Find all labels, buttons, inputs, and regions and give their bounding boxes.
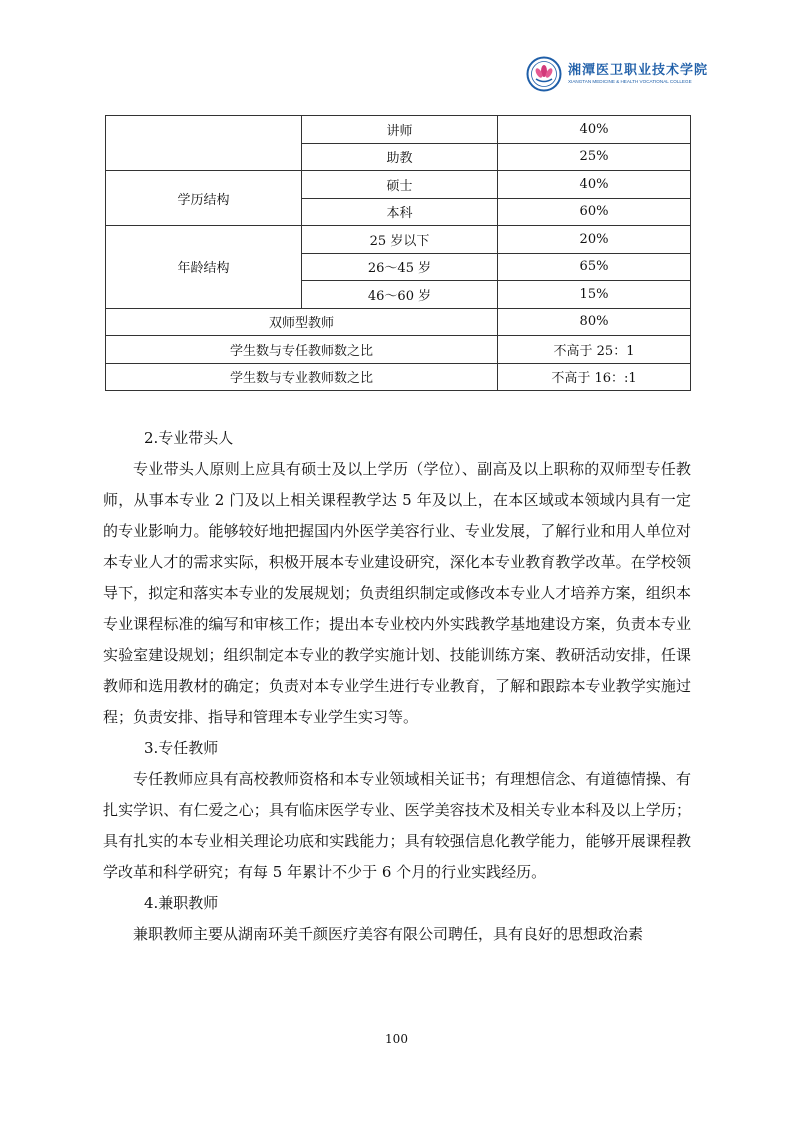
table-cell: 学生数与专任教师数之比	[106, 336, 498, 364]
college-emblem-icon	[526, 56, 562, 92]
table-cell: 不高于 16：:1	[498, 363, 691, 391]
section-paragraph: 专任教师应具有高校教师资格和本专业领域相关证书；有理想信念、有道德情操、有扎实学识、有仁爱之心；具有临床医学专业、医学美容技术及相关专业本科及以上学历；具有扎实的本专业相关理论功底和实践能力；具有较强信息化教学能力，能够开展课程教学改革和科学研究；有每 5 年累计不少于 6 个月的行业实践经历。	[103, 770, 691, 881]
table-row	[106, 363, 691, 391]
table-row	[106, 171, 691, 199]
table-cell: 26～45 岁	[302, 253, 498, 281]
table-cell: 40%	[498, 116, 691, 144]
table-cell-age-label: 年龄结构	[106, 226, 302, 309]
table-cell: 双师型教师	[106, 308, 498, 336]
logo-english-name: XIANGTAN MEDICINE & HEALTH VOCATIONAL COLLEGE	[568, 78, 692, 84]
table-cell: 25 岁以下	[302, 226, 498, 254]
table-cell: 讲师	[302, 116, 498, 144]
logo-chinese-name: 湘潭医卫职业技术学院	[568, 62, 709, 78]
table-cell: 40%	[498, 171, 691, 199]
table-cell	[106, 116, 302, 171]
section-paragraph: 专业带头人原则上应具有硕士及以上学历（学位）、副高及以上职称的双师型专任教师，从事本专业 2 门及以上相关课程教学达 5 年及以上，在本区域或本领域内具有一定的专业影响力。能够较好地把握国内外医学美容行业、专业发展，了解行业和用人单位对本专业人才的需求实际，积极开展本专业建设研究，深化本专业教育教学改革。在学校领导下，拟定和落实本专业的发展规划；负责组织制定或修改本专业人才培养方案，组织本专业课程标准的编写和审核工作；提出本专业校内外实践教学基地建设方案，负责本专业实验室建设规划；组织制定本专业的教学实施计划、技能训练方案、教研活动安排，任课教师和选用教材的确定；负责对本专业学生进行专业教育，了解和跟踪本专业教学实施过程；负责安排、指导和管理本专业学生实习等。	[103, 460, 691, 726]
table-cell: 25%	[498, 143, 691, 171]
table-cell: 60%	[498, 198, 691, 226]
faculty-structure-table	[105, 115, 691, 391]
table-cell: 15%	[498, 281, 691, 309]
section-heading: 3.专任教师	[144, 739, 219, 757]
table-row	[106, 308, 691, 336]
table-cell: 学生数与专业教师数之比	[106, 363, 498, 391]
table-row	[106, 336, 691, 364]
table-cell: 65%	[498, 253, 691, 281]
table-cell-education-label: 学历结构	[106, 171, 302, 226]
table-cell: 不高于 25：1	[498, 336, 691, 364]
table-cell: 80%	[498, 308, 691, 336]
table-cell: 硕士	[302, 171, 498, 199]
document-body	[103, 423, 691, 950]
section-paragraph: 兼职教师主要从湖南环美千颜医疗美容有限公司聘任，具有良好的思想政治素	[133, 925, 644, 943]
page-number: 100	[385, 1032, 408, 1046]
section-heading: 4.兼职教师	[144, 894, 219, 912]
table-cell: 20%	[498, 226, 691, 254]
section-heading: 2.专业带头人	[144, 429, 234, 447]
table-cell: 本科	[302, 198, 498, 226]
table-cell: 助教	[302, 143, 498, 171]
table-row	[106, 226, 691, 254]
college-logo	[526, 52, 709, 96]
table-row	[106, 116, 691, 144]
table-cell: 46～60 岁	[302, 281, 498, 309]
